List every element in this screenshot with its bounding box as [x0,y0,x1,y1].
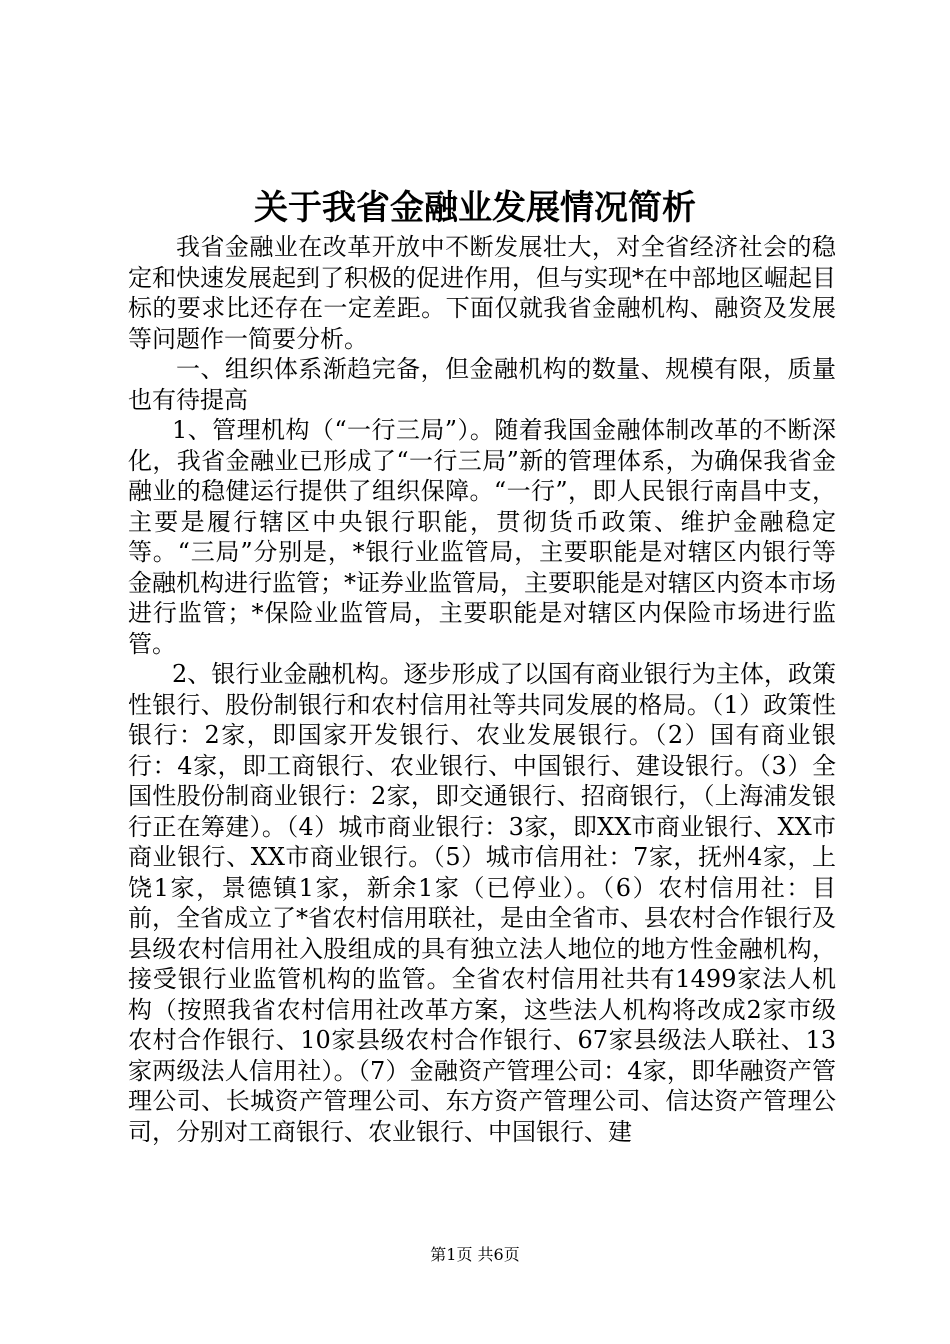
paragraph-banking-institutions: 2、银行业金融机构。逐步形成了以国有商业银行为主体，政策性银行、股份制银行和农村信用社等共同发展的格局。（1）政策性银行：2家，即国家开发银行、农业发展银行。（2）国有商业银行：4家，即工商银行、农业银行、中国银行、建设银行。（3）全国性股份制商业银行：2家，即交通银行、招商银行，（上海浦发银行正在筹建）。（4）城市商业银行：3家，即XX市商业银行、XX市商业银行、XX市商业银行。（5）城市信用社：7家，抚州4家，上饶1家，景德镇1家，新余1家（已停业）。（6）农村信用社：目前，全省成立了*省农村信用联社，是由全省市、县农村合作银行及县级农村信用社入股组成的具有独立法人地位的地方性金融机构，接受银行业监管机构的监管。全省农村信用社共有1499家法人机构（按照我省农村信用社改革方案，这些法人机构将改成2家市级农村合作银行、10家县级农村合作银行、67家县级法人联社、13家两级法人信用社）。（7）金融资产管理公司：4家，即华融资产管理公司、长城资产管理公司、东方资产管理公司、信达资产管理公司，分别对工商银行、农业银行、中国银行、建 [128,660,836,1146]
document-title: 关于我省金融业发展情况简析 [254,188,696,228]
document-body [128,232,836,1147]
section-heading-1: 一、组织体系渐趋完备，但金融机构的数量、规模有限，质量也有待提高 [128,355,836,414]
page-number-footer: 第1页 共6页 [430,1245,520,1264]
intro-paragraph: 我省金融业在改革开放中不断发展壮大，对全省经济社会的稳定和快速发展起到了积极的促进作用，但与实现*在中部地区崛起目标的要求比还存在一定差距。下面仅就我省金融机构、融资及发展等问题作一简要分析。 [128,233,836,353]
paragraph-management-agencies: 1、管理机构（“一行三局”）。随着我国金融体制改革的不断深化，我省金融业已形成了“一行三局”新的管理体系，为确保我省金融业的稳健运行提供了组织保障。“一行”，即人民银行南昌中支，主要是履行辖区中央银行职能，贯彻货币政策、维护金融稳定等。“三局”分别是，*银行业监管局，主要职能是对辖区内银行等金融机构进行监管；*证券业监管局，主要职能是对辖区内资本市场进行监管；*保险业监管局，主要职能是对辖区内保险市场进行监管。 [128,416,836,658]
